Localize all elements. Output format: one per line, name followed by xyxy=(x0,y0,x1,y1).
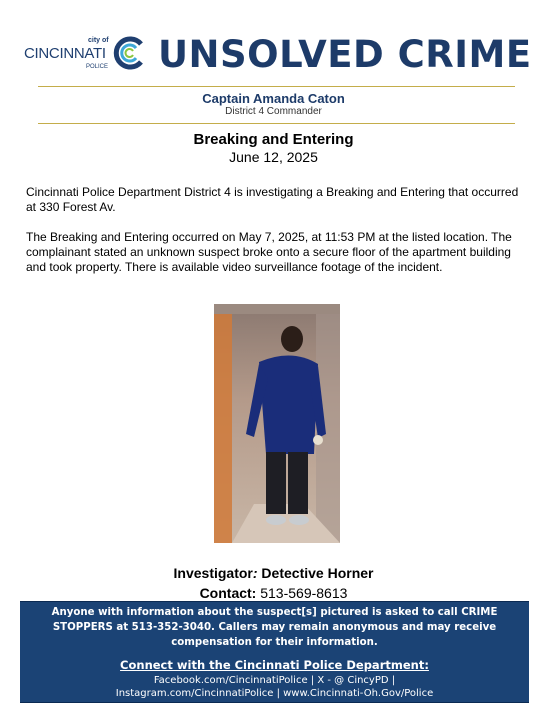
page-title: UNSOLVED CRIME xyxy=(158,33,532,76)
social-links-line-2: Instagram.com/CincinnatiPolice | www.Cincinnati-Oh.Gov/Police xyxy=(115,688,434,699)
investigator xyxy=(0,565,547,581)
crime-date: June 12, 2025 xyxy=(229,149,318,165)
crime-type: Breaking and Entering xyxy=(193,131,354,148)
connect-heading: Connect with the Cincinnati Police Department: xyxy=(120,658,429,672)
crime-stoppers-message: Anyone with information about the suspect[s] pictured is asked to call CRIME STOPPERS at 513-352-3040. Callers may remain anonymous and may receive compensation for their information. xyxy=(51,607,498,648)
commander-name: Captain Amanda Caton xyxy=(202,91,345,106)
investigator-separator: : xyxy=(252,565,258,581)
divider-bottom xyxy=(38,123,515,124)
cincinnati-police-logo xyxy=(24,36,150,74)
paragraph-intro: Cincinnati Police Department District 4 is investigating a Breaking and Entering that occurred at 330 Forest Av. xyxy=(26,185,519,214)
social-links xyxy=(20,674,529,700)
contact-label: Contact: xyxy=(199,585,257,601)
contact xyxy=(0,585,547,601)
contact-phone: 513-569-8613 xyxy=(256,585,348,601)
city-c-logo-icon xyxy=(112,36,146,70)
paragraph-details: The Breaking and Entering occurred on May 7, 2025, at 11:53 PM at the listed location. The complainant stated an unknown suspect broke onto a secure floor of the apartment building and took property. There is available video surveillance footage of the incident. xyxy=(26,230,512,274)
social-links-line-1: Facebook.com/CincinnatiPolice | X - @ CincyPD | xyxy=(153,675,396,686)
commander-title: District 4 Commander xyxy=(225,106,322,117)
crime-stoppers-banner xyxy=(20,601,529,703)
investigator-name: Detective Horner xyxy=(257,565,374,581)
header xyxy=(0,0,547,86)
suspect-photo xyxy=(214,304,340,543)
logo-city-name: CINCINNATI xyxy=(24,45,106,62)
divider-top xyxy=(38,86,515,87)
logo-city-of: city of xyxy=(88,37,109,44)
investigator-label: Investigator xyxy=(173,565,253,581)
logo-police: POLICE xyxy=(86,64,109,70)
